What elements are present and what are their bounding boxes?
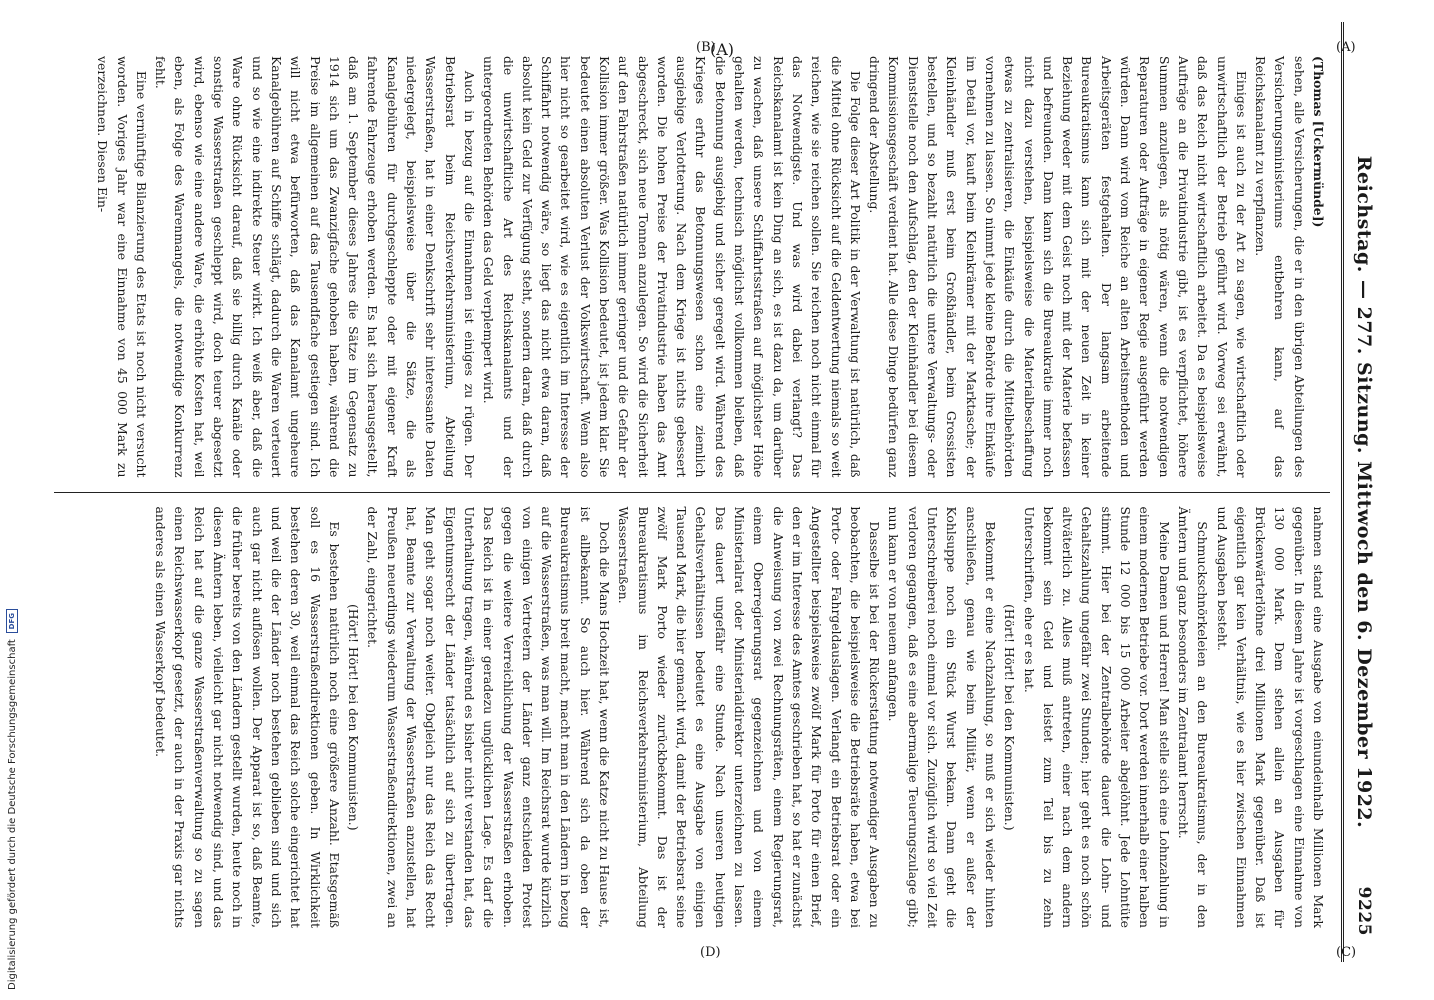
margin-mark-c: (C) [1336,945,1357,960]
left-column [54,42,1334,492]
paragraph: Doch die Mans Hochzeit hat, wenn die Katze nicht zu Hause ist, ist allbekannt. So auch hier. Während sich da oben der Bureaukratismus breit macht, macht man in den Ländern in bezug auf die Wasserstraßen, was man will. Im Reichsrat wurde kürzlich von einigen Vertretern der Länder ganz entschieden Protest gegen die weitere Verreichlichung der Wasserstraßen erhoben. Das Reich ist in einer geradezu unglücklichen Lage. Es darf die Unterhaltung tragen, während es bisher nicht verstanden hat, das Eigentumsrecht der Länder tatsächlich auf sich zu übertragen. Man geht sogar noch weiter. Obgleich nur das Reich das Recht hat, Beamte zur Verwaltung der Wasserstraßen anzustellen, hat Preußen neuerdings wiederum Wasserstraßendirektionen, zwei an der Zahl, eingerichtet. [365,506,613,928]
margin-mark-a-top: (A) [1336,40,1356,55]
paragraph: Dasselbe ist bei der Rückerstattung notwendiger Ausgaben zu beobachten, die beispielsweise die Betriebsräte haben, etwa bei Porto- oder Fahrgeldauslagen. Verlangt ein Betriebsrat oder ein Angestellter beispielsweise zwölf Mark für Porto für einen Brief, den er im Interesse des Amtes geschrieben hat, so hat er zunächst die Anweisung von zwei Rechnungsräten, einem Regierungsrat, einem Oberregierungsrat gegenzeichnen und von einem Ministerialrat oder Ministerialdirektor unterzeichnen zu lassen. Das dauert ungefähr eine Stunde. Nach unseren heutigen Gehaltsverhältnissen bedeutet es eine Ausgabe von einigen Tausend Mark, die hier gemacht wird, damit der Betriebsrat seine zwölf Mark Porto wieder zurückbekommt. Das ist der Bureaukratismus im Reichsverkehrsministerium, Abteilung Wasserstraßen. [616,506,883,928]
paragraph: Auch in bezug auf die Einnahmen ist einiges zu rügen. Der Betriebsrat beim Reichsverkehrsministerium, Abteilung Wasserstraßen, hat in einer Denkschrift sehr interessante Daten niedergelegt, beispielsweise über die Sätze, die als Kanalgebühren für durchgeschleppte oder mit eigener Kraft fahrende Fahrzeuge erhoben werden. Es hat sich herausgestellt, daß am 1. September dieses Jahres die Sätze im Gegensatz zu 1914 sich um das Zwanzigfache gehoben haben, während die Preise im allgemeinen auf das Tausendfache gestiegen sind. Ich will nicht etwa befürworten, daß das Kanalamt ungeheure Kanalgebühren auf Schiffe schlägt, dadurch die Waren verteuert und so wie eine indirekte Steuer wirkt. Ich weiß aber, daß die Ware ohne Rücksicht darauf, daß sie billig durch Kanäle oder sonstige Wasserstraßen geschleppt wird, doch teurer abgesetzt wird, ebenso wie eine andere Ware, die erhöhte Kosten hat, weil eben, als Folge des Warenmangels, die notwendige Konkurrenz fehlt. [153,56,477,478]
paragraph: Schmuckschnörkeleien an den Bureaukratismus, der in den Ämtern und ganz besonders im Zentralamt herrscht. [1175,506,1211,928]
digitization-credit [6,609,18,990]
dfg-logo: DFG [6,609,18,633]
paragraph: Eine vernünftige Bilanzierung des Etats ist noch nicht versucht worden. Voriges Jahr war eine Einnahme von 45 000 Mark zu verzeichnen. Diesen Ein- [95,56,149,478]
margin-mark-d: (D) [700,945,721,960]
paragraph: Einiges ist auch zu der Art zu sagen, wie wirtschaftlich oder unwirtschaftlich der Betrieb geführt wird. Vorweg sei erwähnt, daß das Reich nicht wirtschaftlich arbeitet. Da es beispielsweise Aufträge an die Privatindustrie gibt, ist es verpflichtet, höhere Summen anzulegen, als nötig wären, wenn die notwendigen Reparaturen oder Aufträge in eigener Regie ausgeführt werden würden. Dann wird vom Reiche an alten Arbeitsmethoden und Arbeitsgeräten festgehalten. Der langsam arbeitende Bureaukratismus kann sich mit der neuen Zeit in keiner Beziehung weder mit dem Geist noch mit der Materie befassen und befreunden. Dann kann sich die Bureaukratie immer noch nicht dazu verstehen, beispielsweise die Materialbeschaffung etwas zu zentralisieren, die Einkäufe durch die Mittelbehörden vornehmen zu lassen. So nimmt jede kleine Behörde ihre Einkäufe im Detail vor, kauft beim Kleinkrämer mit der Marktasche; der Kleinhändler muß erst beim Großhändler, beim Grossisten bestellen, und so bezahlt natürlich die untere Verwaltungs- oder Dienststelle noch den Aufschlag, den der Kleinhändler bei diesem Kommissionsgeschäft verdient hat. Alle diese Dinge bedürfen ganz dringend der Abstellung. [867,56,1249,478]
paragraph: Die Folge dieser Art Politik in der Verwaltung ist natürlich, daß die Mittel ohne Rücksicht auf die Geldentwertung niemals so weit reichen, wie sie reichen sollen. Sie reichen noch nicht einmal für das Notwendigste. Und was wird dabei verlangt? Das Reichskanalamt ist kein Ding an sich, es ist dazu da, um darüber zu wachen, daß unsere Schiffahrtsstraßen auf möglichster Höhe gehalten werden, technisch möglichst vollkommen bleiben, daß die Betonnung ausgiebig und sicher geregelt wird. Während des Krieges erfuhr das Betonnungswesen schon eine ziemlich ausgiebige Verlotterung. Nach dem Kriege ist nichts gebessert worden. Die hohen Preise der Privatindustrie haben das Amt abgeschreckt, sich neue Tonnen anzulegen. So wird die Sicherheit auf den Fahrstraßen natürlich immer geringer und die Gefahr der Kollision immer größer. Was Kollision bedeutet, ist jedem klar. Sie bedeutet einen absoluten Verlust der Volkswirtschaft. Wenn also hier nicht so gearbeitet wird, wie es eigentlich im Interesse der Schiffahrt notwendig wäre, so liegt das nicht etwa daran, daß absolut kein Geld zur Verfügung steht, sondern daran, daß durch die unwirtschaftliche Art des Reichskanalamts und der untergeordneten Behörden das Geld verplempert wird. [481,56,863,478]
right-column [54,493,1334,943]
text-columns [54,42,1334,942]
page-number: 9225 [1354,886,1374,936]
paragraph: nahmen stand eine Ausgabe von einundeinhalb Millionen Mark gegenüber. In diesem Jahre ist vorgeschlagen eine Einnahme von 130 000 Mark. Dem stehen allein an Ausgaben für Brückenwärterlöhne drei Millionen Mark gegenüber. Daß ist eigentlich gar kein Verhältnis, wie es hier zwischen Einnahmen und Ausgaben besteht. [1214,506,1326,928]
page-title: Reichstag. — 277. Sitzung. Mittwoch den 6. Dezember 1922. [1353,155,1375,829]
margin-mark-b: (B) [696,40,716,55]
interjection: (Hört! Hört! bei den Kommunisten.) [1002,603,1018,831]
paragraph: sehen, alle Versicherungen, die er in den übrigen Abteilungen des Versicherungsministeriums entbehren kann, auf das Reichskanalamt zu verpflanzen. [1253,56,1307,478]
interjection: (Hört! Hört! bei den Kommunisten.) [346,603,362,831]
header-rule [1341,22,1344,962]
paragraph: Meine Damen und Herren! Man stelle sich eine Lohnzahlung in einem modernen Betriebe vor. Dort werden innerhalb einer halben Stunde 12 000 bis 15 000 Arbeiter abgelöhnt. Jede Lohntüte stimmt. Hier bei der Zentralbehörde dauert die Lohn- und Gehaltszahlung ungefähr zwei Stunden; hier geht es noch schön altväterlich zu. Alles muß antreten, einer nach dem andern bekommt sein Geld und leistet zum Teil bis zu zehn Unterschriften, ehe er es hat. [1021,506,1172,928]
margin-mark-a: (A) [710,40,735,59]
speaker-label: (Thomas [Uckermünde]) [1311,56,1326,228]
paragraph: Es bestehen natürlich noch eine größere Anzahl. Etatsgemäß soll es 16 Wasserstraßendirektionen geben. In Wirklichkeit bestehen deren 30, weil einmal das Reich solche eingerichtet hat und weil die der Länder noch bestehen geblieben sind und sich auch gar nicht auflösen wollen. Der Apparat ist so, daß Beamte, die früher bereits von den Ländern gestellt wurden, heute noch in diesen Ämtern leben, vielleicht gar nicht notwendig sind, und das Reich hat auf die ganze Wasserstraßenverwaltung so zu sagen einen Reichswasserkopf gesetzt, der auch in der Praxis gar nichts anderes als einen Wasserkopf bedeutet. [153,506,342,928]
credit-text: Digitalisierung gefördert durch die Deutsche Forschungsgemeinschaft [6,639,18,990]
paragraph: Bekommt er eine Nachzahlung, so muß er sich wieder hinten anschließen, genau wie beim Militär, wenn er außer der Kohlsuppe noch ein Stück Wurst bekam. Dann geht die Unterschreiberei noch einmal vor sich. Zuzüglich wird so viel Zeit verloren gegangen, daß es eine abermalige Teuerungszulage gibt; nun kann er von neuem anfangen. [886,506,998,928]
page-header [1344,42,1384,942]
scanned-page [54,22,1384,962]
